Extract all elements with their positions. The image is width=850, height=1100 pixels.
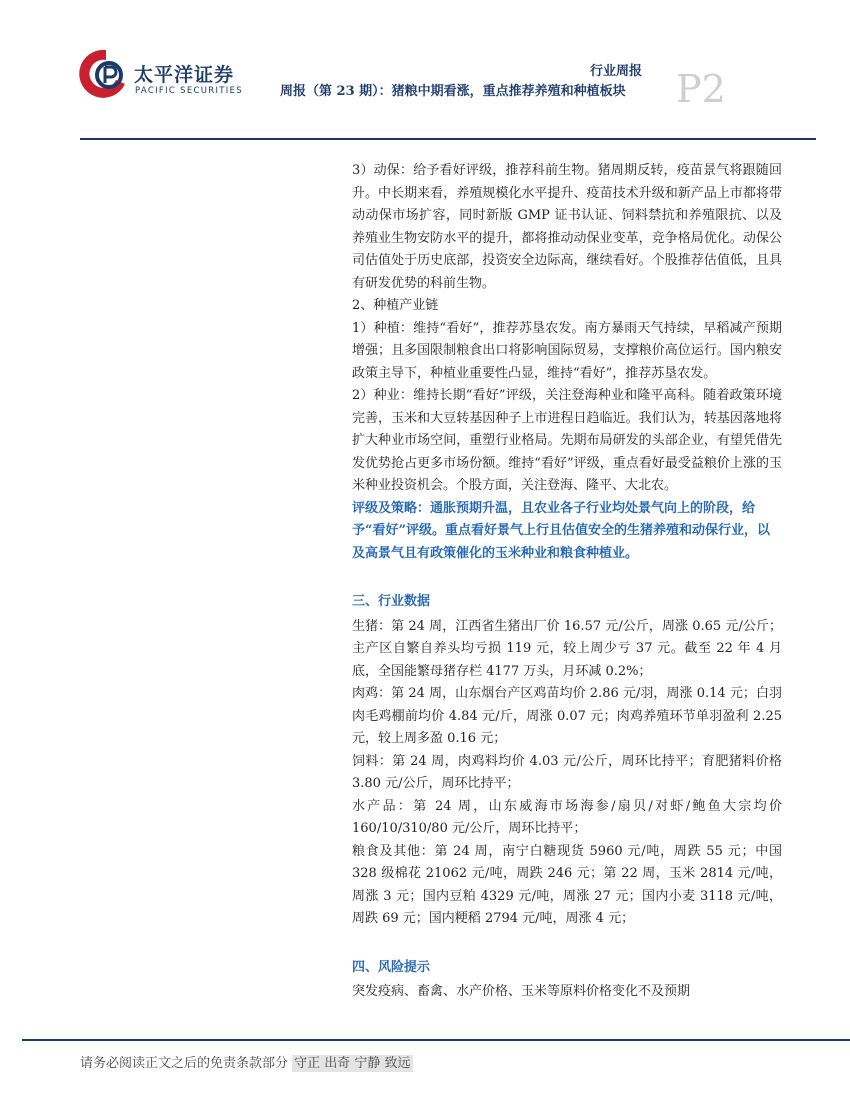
logo-text-en: PACIFIC SECURITIES (135, 86, 243, 96)
data-item-feed: 饲料：第 24 周，肉鸡料均价 4.03 元/公斤，周环比持平；育肥猪料价格 3.80 元/公斤，周环比持平； (352, 753, 782, 791)
report-body (352, 160, 782, 1004)
data-item-grain: 粮食及其他：第 24 周，南宁白糖现货 5960 元/吨，周跌 55 元；中国 328 级棉花 21062 元/吨，周跌 246 元；第 22 周，玉米 2814 元/吨，周涨 3 元；国内豆粕 4329 元/吨，周涨 27 元；国内小麦 3118 元/吨，周跌 69 元；国内粳稻 2794 元/吨，周涨 4 元； (352, 843, 782, 926)
page-number: P2 (676, 67, 726, 111)
disclaimer-notice: 请务必阅读正文之后的免责条款部分 (80, 1056, 289, 1071)
report-title: 周报（第 23 期）：猪粮中期看涨，重点推荐养殖和种植板块 (280, 84, 626, 99)
planting-paragraph: 1）种植：维持“看好”，推荐苏垦农发。南方暴雨天气持续，早稻减产预期增强；且多国限制粮食出口将影响国际贸易，支撑粮价高位运行。国内粮安政策主导下，种植业重要性凸显，维持“看好”，推荐苏垦农发。 (352, 320, 782, 381)
header-divider (80, 138, 816, 140)
data-item-aquatic: 水产品：第 24 周，山东威海市场海参/扇贝/对虾/鲍鱼大宗均价 160/10/310/80 元/公斤，周环比持平； (352, 798, 782, 836)
report-category: 行业周报 (590, 64, 643, 79)
logo-mark-icon (78, 44, 130, 104)
footer (80, 1052, 413, 1071)
company-motto: 守正 出奇 宁静 致远 (294, 1056, 411, 1071)
footer-divider (22, 1039, 850, 1041)
industry-data-heading: 三、行业数据 (352, 594, 431, 609)
company-logo (78, 44, 248, 104)
risk-text: 突发疫病、畜禽、水产价格、玉米等原料价格变化不及预期 (352, 984, 691, 999)
seed-industry-paragraph: 2）种业：维持长期“看好”评级，关注登海种业和隆平高科。随着政策环境完善，玉米和大豆转基因种子上市进程日趋临近。我们认为，转基因落地将扩大种业市场空间，重塑行业格局。先期布局研发的头部企业，有望凭借先发优势抢占更多市场份额。维持“看好”评级，重点看好最受益粮价上涨的玉米种业投资机会。个股方面，关注登海、隆平、大北农。 (352, 388, 782, 493)
rating-strategy-paragraph: 评级及策略：通胀预期升温，且农业各子行业均处景气向上的阶段，给予“看好”评级。重点看好景气上行且估值安全的生猪养殖和动保行业，以及高景气且有政策催化的玉米种业和粮食种植业。 (352, 500, 770, 561)
logo-text-cn: 太平洋证券 (134, 64, 235, 86)
animal-health-paragraph: 3）动保：给予看好评级，推荐科前生物。猪周期反转，疫苗景气将跟随回升。中长期来看，养殖规模化水平提升、疫苗技术升级和新产品上市都将带动动保市场扩容，同时新版 GMP 证书认证、饲料禁抗和养殖限抗、以及养殖业生物安防水平的提升，都将推动动保业变革，竞争格局优化。动保公司估值处于历史底部，投资安全边际高，继续看好。个股推荐估值低，且具有研发优势的科前生物。 (352, 163, 782, 291)
data-item-hogs: 生猪：第 24 周，江西省生猪出厂价 16.57 元/公斤，周涨 0.65 元/公斤；主产区自繁自养头均亏损 119 元，较上周少亏 37 元。截至 22 年 4 月底，全国能繁母猪存栏 4177 万头，月环减 0.2%； (352, 618, 782, 679)
planting-chain-subheading: 2、种植产业链 (352, 298, 439, 313)
risk-heading: 四、风险提示 (352, 959, 431, 975)
data-item-broilers: 肉鸡：第 24 周，山东烟台产区鸡苗均价 2.86 元/羽，周涨 0.14 元；白羽肉毛鸡棚前均价 4.84 元/斤，周涨 0.07 元；肉鸡养殖环节单羽盈利 2.25 元，较上周多盈 0.16 元； (352, 686, 782, 746)
